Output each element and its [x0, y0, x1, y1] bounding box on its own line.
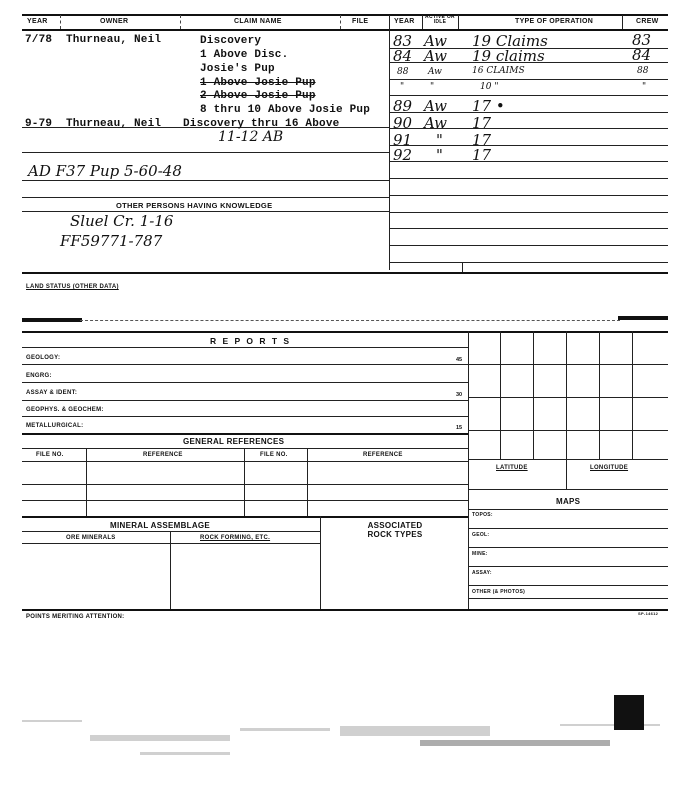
row2-owner: Thurneau, Neil: [66, 118, 162, 130]
ore-minerals-label: ORE MINERALS: [66, 535, 116, 541]
header-owner: OWNER: [100, 18, 129, 25]
activity-op-7: 17: [472, 131, 492, 149]
claim-name-1: Discovery: [200, 35, 262, 47]
grid-line: [599, 331, 600, 459]
header-year: YEAR: [27, 18, 48, 25]
activity-op-2: 19 claims: [472, 47, 545, 65]
rule-line: [22, 484, 468, 485]
grid-line: [533, 331, 534, 459]
rule-line: [22, 500, 468, 501]
rule-line: [22, 180, 389, 181]
section-border: [22, 272, 668, 274]
rock-forming-label: ROCK FORMING, ETC.: [200, 535, 271, 541]
form-id: SP-14612: [638, 611, 659, 616]
header-year-2: YEAR: [394, 18, 415, 25]
general-references-title: GENERAL REFERENCES: [183, 437, 285, 446]
col-divider: [458, 15, 459, 29]
col-divider: [320, 516, 321, 609]
rule-line: [22, 543, 320, 544]
associated-rock-types-label: ASSOCIATED ROCK TYPES: [367, 521, 423, 539]
report-metallurgical-label: METALLURGICAL:: [26, 423, 84, 429]
rule-line: [389, 262, 668, 263]
activity-year-7: 91: [393, 131, 413, 149]
header-active-or-idle: ACTIVE OR IDLE: [425, 14, 455, 25]
land-status-label: LAND STATUS (OTHER DATA): [26, 284, 119, 290]
reports-title: R E P O R T S: [210, 336, 292, 346]
activity-crew-1: 83: [632, 31, 652, 49]
activity-year-4: ": [400, 82, 405, 92]
scan-noise: [90, 735, 230, 741]
header-crew: CREW: [636, 18, 659, 25]
rule-line: [468, 547, 668, 548]
rule-line: [80, 320, 620, 321]
grid-line: [468, 489, 668, 490]
row1-owner: Thurneau, Neil: [66, 34, 162, 46]
maps-topos: TOPOS:: [472, 512, 493, 518]
rule-line: [468, 528, 668, 529]
rule-line: [389, 79, 668, 80]
other-persons-title: OTHER PERSONS HAVING KNOWLEDGE: [116, 201, 273, 210]
other-persons-line-1: Sluel Cr. 1-16: [70, 212, 174, 230]
activity-op-5: 17 •: [472, 97, 505, 115]
rule-line: [389, 161, 668, 162]
rule-line: [468, 598, 668, 599]
other-persons-line-2: FF59771-787: [60, 232, 163, 250]
scan-noise: [240, 728, 330, 731]
rule-line: [468, 566, 668, 567]
report-assay-num: 30: [456, 392, 463, 398]
report-engrg-label: ENGRG:: [26, 373, 52, 379]
section-border: [22, 609, 668, 611]
header-bottom-border: [22, 29, 668, 31]
activity-year-5: 89: [393, 97, 413, 115]
activity-op-3: 16 CLAIMS: [472, 66, 525, 76]
activity-year-3: 88: [397, 67, 409, 77]
longitude-label: LONGITUDE: [590, 465, 629, 471]
rule-line: [22, 400, 468, 401]
claim-name-3: Josie's Pup: [200, 63, 275, 75]
rule-line: [389, 228, 668, 229]
col-divider: [180, 15, 181, 29]
col-divider: [340, 15, 341, 29]
rule-line: [389, 212, 668, 213]
activity-year-8: 92: [393, 146, 413, 164]
scan-noise: [560, 724, 660, 726]
col-divider: [389, 15, 390, 270]
col-divider: [60, 15, 61, 29]
rule-line: [22, 448, 468, 449]
row2-claim-name: Discovery thru 16 Above: [183, 118, 340, 130]
scan-noise: [420, 740, 610, 746]
rule-line: [468, 585, 668, 586]
col-divider: [170, 531, 171, 609]
rule-line: [22, 416, 468, 417]
rule-line: [22, 461, 468, 462]
activity-crew-2: 84: [632, 46, 652, 64]
report-geophys-label: GEOPHYS. & GEOCHEM:: [26, 407, 104, 413]
row1-year: 7/78: [25, 34, 53, 46]
scribbled-note: AD F37 Pup 5-60-48: [28, 162, 182, 180]
activity-crew-4: ": [642, 82, 647, 92]
claim-name-5: 2 Above Josie Pup: [200, 90, 316, 102]
col-divider: [86, 448, 87, 516]
activity-status-2: Aw: [424, 47, 447, 65]
activity-op-4: 10 ": [480, 82, 499, 92]
grid-line: [468, 364, 668, 365]
claim-name-6: 8 thru 10 Above Josie Pup: [200, 104, 371, 116]
scan-noise: [140, 752, 230, 755]
rule-line: [22, 197, 389, 198]
section-border: [22, 516, 468, 518]
report-geology-num: 45: [456, 357, 463, 363]
col-divider: [622, 15, 623, 29]
activity-status-5: Aw: [424, 97, 447, 115]
gr-file-no: FILE NO.: [36, 452, 64, 458]
activity-year-2: 84: [393, 47, 413, 65]
col-divider: [462, 262, 463, 272]
gr-reference: REFERENCE: [143, 452, 183, 458]
rule-line: [22, 531, 320, 532]
gr-reference-2: REFERENCE: [363, 452, 403, 458]
col-divider: [468, 331, 469, 609]
scan-noise: [22, 720, 82, 722]
maps-title: MAPS: [556, 497, 581, 506]
rule-line: [389, 95, 668, 96]
header-claim-name: CLAIM NAME: [234, 18, 282, 25]
latitude-label: LATITUDE: [496, 465, 528, 471]
section-border: [22, 433, 468, 435]
activity-op-6: 17: [472, 114, 492, 132]
header-file: FILE: [352, 18, 369, 25]
activity-status-4: ": [430, 82, 435, 92]
rule-line: [22, 364, 468, 365]
claim-name-4: 1 Above Josie Pup: [200, 77, 316, 89]
black-mark: [614, 695, 644, 730]
gr-file-no-2: FILE NO.: [260, 452, 288, 458]
activity-status-3: Aw: [428, 67, 442, 77]
claim-name-2: 1 Above Disc.: [200, 49, 289, 61]
rule-line: [468, 509, 668, 510]
activity-crew-3: 88: [637, 66, 649, 76]
row2-year: 9-79: [25, 118, 53, 130]
top-border: [22, 14, 668, 16]
rule-line: [22, 347, 468, 348]
activity-status-6: Aw: [424, 114, 447, 132]
rule-line: [389, 245, 668, 246]
header-type-of-operation: TYPE OF OPERATION: [515, 18, 594, 25]
report-geology-label: GEOLOGY:: [26, 355, 61, 361]
grid-line: [566, 331, 567, 489]
rule-line: [389, 195, 668, 196]
grid-line: [468, 397, 668, 398]
rule-line: [389, 178, 668, 179]
rule-line: [22, 382, 468, 383]
col-divider: [422, 15, 423, 29]
activity-status-1: Aw: [424, 32, 447, 50]
report-assay-label: ASSAY & IDENT:: [26, 390, 78, 396]
smudge-bar: [22, 318, 82, 322]
grid-line: [468, 430, 668, 431]
maps-geol: GEOL:: [472, 532, 490, 538]
activity-year-1: 83: [393, 32, 413, 50]
activity-op-8: 17: [472, 146, 492, 164]
section-border: [22, 331, 668, 333]
mineral-assemblage-title: MINERAL ASSEMBLAGE: [110, 521, 211, 530]
grid-line: [632, 331, 633, 459]
grid-line: [468, 459, 668, 460]
col-divider: [307, 448, 308, 516]
rule-line: [22, 152, 389, 153]
maps-assay: ASSAY:: [472, 570, 492, 576]
rule-line: [389, 145, 668, 146]
report-metallurgical-num: 15: [456, 425, 463, 431]
grid-line: [500, 331, 501, 459]
smudge-bar: [618, 316, 668, 320]
row2-handwritten-note: 11-12 AB: [218, 129, 284, 145]
maps-mine: MINE:: [472, 551, 488, 557]
activity-status-7: ": [436, 131, 443, 149]
activity-year-6: 90: [393, 114, 413, 132]
activity-op-1: 19 Claims: [472, 32, 548, 50]
maps-other: OTHER (& PHOTOS): [472, 589, 526, 595]
col-divider: [244, 448, 245, 516]
activity-status-8: ": [436, 146, 443, 164]
scan-noise: [340, 726, 490, 736]
points-meriting-attention-label: POINTS MERITING ATTENTION:: [26, 614, 125, 620]
